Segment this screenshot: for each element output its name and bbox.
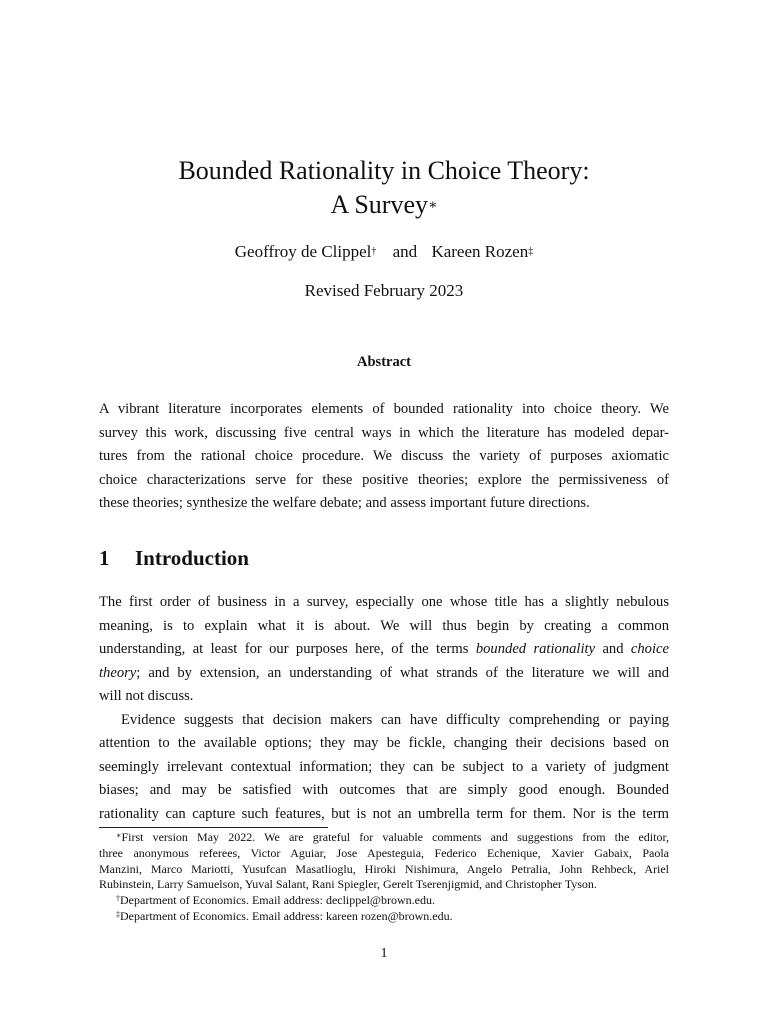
- title-line-2: [0, 188, 768, 227]
- abstract-line: A vibrant literature incorporates elements of bounded rationality into choice theory. We: [99, 401, 669, 417]
- intro-line: [99, 662, 669, 686]
- author-1: Geoffroy de Clippel: [234, 242, 372, 261]
- abstract-heading: Abstract: [357, 354, 411, 370]
- intro-text: understanding, at least for our purposes here, of the terms: [99, 641, 476, 657]
- intro-line: [99, 638, 669, 662]
- intro-text: ; and by extension, an understanding of what strands of the literature we will and: [136, 664, 669, 681]
- author-connector: and: [392, 242, 418, 261]
- footnote-3: [99, 909, 669, 925]
- footnote-2-mark: †: [116, 893, 120, 903]
- title-line-1: Bounded Rationality in Choice Theory:: [178, 156, 590, 185]
- intro-line: The first order of business in a survey, especially one whose title has a slightly nebulous: [99, 594, 669, 610]
- intro-line: biases; and may be satisfied with outcomes that are simply good enough. Bounded: [99, 782, 669, 798]
- intro-line: seemingly irrelevant contextual information; they can be subject to a variety of judgment: [99, 758, 669, 775]
- page-number: 1: [380, 946, 388, 961]
- intro-text: and: [595, 641, 631, 657]
- author-1-mark: †: [371, 246, 377, 257]
- emphasis-choice: choice: [630, 641, 669, 657]
- author-2-mark: ‡: [528, 246, 534, 257]
- abstract-line: survey this work, discussing five central ways in which the literature has modeled depar-: [99, 424, 669, 441]
- footnote-text: Department of Economics. Email address: kareen rozen@brown.edu.: [120, 909, 453, 924]
- author-line: [0, 241, 768, 266]
- abstract-line: these theories; synthesize the welfare debate; and assess important future directions.: [99, 495, 590, 511]
- intro-line: Evidence suggests that decision makers can have difficulty comprehending or paying: [121, 711, 669, 728]
- footnotes: [99, 830, 669, 925]
- intro-line: meaning, is to explain what it is about. We will thus begin by creating a common: [99, 617, 669, 634]
- footnote-text: First version May 2022. We are grateful for valuable comments and suggestions from the editor,: [121, 830, 669, 844]
- section-number: 1: [99, 546, 110, 570]
- footnote-text: Department of Economics. Email address: declippel@brown.edu.: [120, 892, 435, 907]
- author-2: Kareen Rozen: [431, 242, 529, 261]
- revision-date: Revised February 2023: [304, 281, 464, 300]
- footnote-1-mark: ∗: [116, 831, 122, 840]
- section-heading: [99, 546, 249, 571]
- abstract-line: tures from the rational choice procedure. We discuss the variety of purposes axiomatic: [99, 448, 669, 464]
- abstract-body: [99, 398, 669, 516]
- paper-title: [0, 154, 768, 227]
- emphasis-theory: theory: [99, 664, 137, 681]
- intro-line: will not discuss.: [99, 688, 194, 704]
- footnote-3-mark: ‡: [116, 910, 120, 920]
- footnote-1-line: three anonymous referees, Victor Aguiar, Jose Apesteguia, Federico Echenique, Xavier Gabaix, Paola: [99, 846, 669, 861]
- footnote-1-line: Manzini, Marco Mariotti, Yusufcan Masatlioglu, Hiroki Nishimura, Angelo Petralia, John Rehbeck, Ariel: [99, 861, 669, 876]
- emphasis-bounded-rationality: bounded rationality: [475, 641, 596, 657]
- intro-line: rationality can capture such features, but is not an umbrella term for them. Nor is the term: [99, 805, 669, 822]
- footnote-1-line: [99, 830, 669, 846]
- abstract-line: choice characterizations serve for these positive theories; explore the permissiveness of: [99, 471, 669, 488]
- intro-line: attention to the available options; they may be fickle, changing their decisions based on: [99, 735, 669, 751]
- title-line-2-text: A Survey: [330, 190, 428, 219]
- footnote-1-line: Rubinstein, Larry Samuelson, Yuval Salant, Rani Spiegler, Gerelt Tserenjigmid, and Christopher Tyson.: [99, 877, 597, 892]
- footnote-2: [99, 893, 669, 909]
- footnote-rule: [99, 827, 328, 828]
- introduction-body: [99, 591, 669, 826]
- section-title: Introduction: [135, 546, 249, 570]
- title-footnote-mark: ∗: [427, 198, 438, 213]
